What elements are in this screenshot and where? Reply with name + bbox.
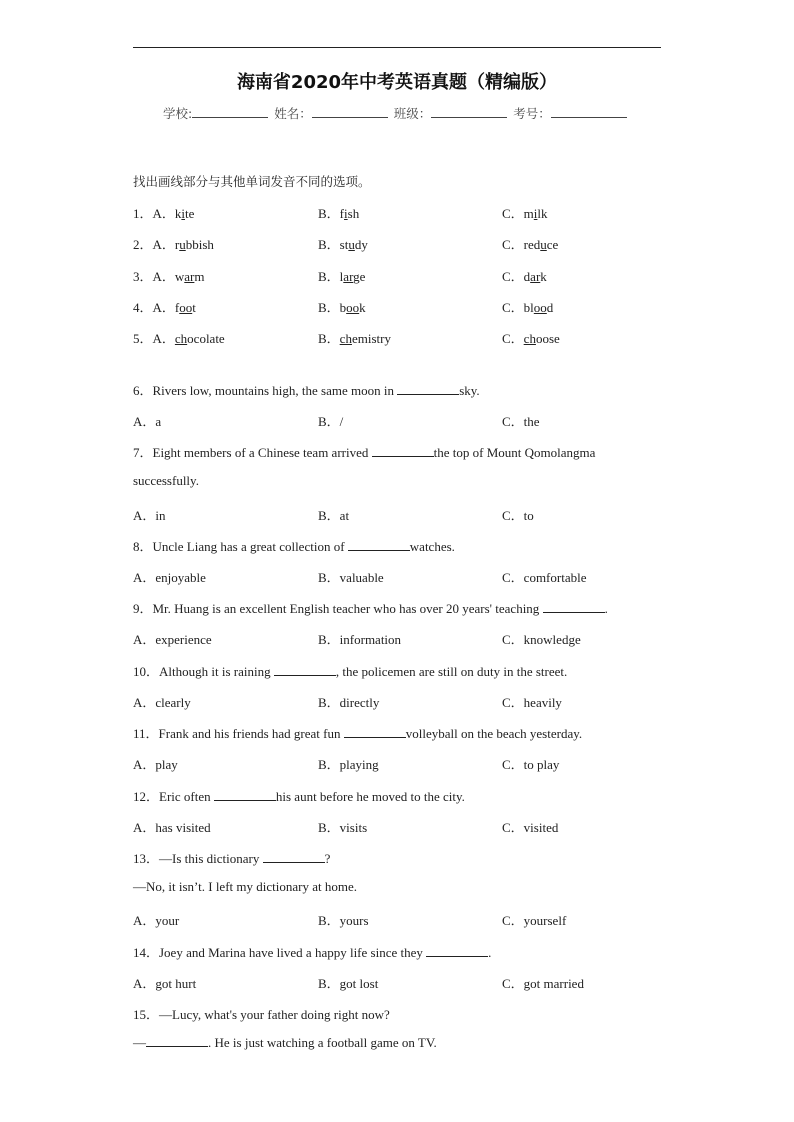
choice-option-b[interactable]: B．got lost <box>318 976 379 991</box>
school-blank[interactable] <box>192 105 268 118</box>
choice-option-b[interactable]: B．visits <box>318 820 368 835</box>
question-continuation: —No, it isn’t. I left my dictionary at home. <box>133 879 357 894</box>
choice-option-b[interactable]: B．valuable <box>318 570 384 585</box>
choice-option-c[interactable]: C．the <box>502 414 540 429</box>
answer-blank[interactable] <box>274 664 336 676</box>
underlined-sound: ar <box>343 269 354 284</box>
option-word: rubbish <box>174 237 214 252</box>
underlined-sound: ar <box>530 269 541 284</box>
instruction: 找出画线部分与其他单词发音不同的选项。 <box>133 174 371 189</box>
option-word: study <box>339 237 368 252</box>
question-continuation: successfully. <box>133 473 199 488</box>
option-word: kite <box>174 206 195 221</box>
question-stem: 15．—Lucy, what's your father doing right now? <box>133 1007 390 1022</box>
option-word: dark <box>523 269 547 284</box>
option-word: large <box>339 269 366 284</box>
underlined-sound: u <box>348 237 355 252</box>
choice-option-a[interactable]: A．clearly <box>133 695 191 710</box>
name-label: 姓名： <box>274 106 312 121</box>
answer-blank[interactable] <box>397 383 459 395</box>
question-stem: 8．Uncle Liang has a great collection of watches. <box>133 539 455 554</box>
page-title: 海南省2020年中考英语真题（精编版） <box>236 72 558 93</box>
choice-option-c[interactable]: C．comfortable <box>502 570 587 585</box>
underlined-sound: i <box>344 206 348 221</box>
choice-option-c[interactable]: C．knowledge <box>502 632 581 647</box>
choice-option-b[interactable]: B．at <box>318 508 350 523</box>
choice-option-a[interactable]: A．play <box>133 757 178 772</box>
option-word: choose <box>523 331 560 346</box>
answer-blank[interactable] <box>426 945 488 957</box>
choice-option-b[interactable]: B．directly <box>318 695 380 710</box>
phonics-option-c[interactable]: C．reduce <box>502 237 559 252</box>
choice-option-c[interactable]: C．got married <box>502 976 584 991</box>
question-stem: 12．Eric often his aunt before he moved to the city. <box>133 789 465 804</box>
choice-option-a[interactable]: A．your <box>133 913 180 928</box>
choice-option-c[interactable]: C．heavily <box>502 695 562 710</box>
question-stem: 13．—Is this dictionary ? <box>133 851 331 866</box>
underlined-sound: ch <box>339 331 352 346</box>
choice-option-c[interactable]: C．yourself <box>502 913 567 928</box>
underlined-sound: ch <box>523 331 536 346</box>
underlined-sound: ar <box>184 269 195 284</box>
choice-option-c[interactable]: C．visited <box>502 820 559 835</box>
phonics-option-a[interactable]: 2．A．rubbish <box>133 237 214 252</box>
option-word: foot <box>174 300 196 315</box>
underlined-sound: u <box>540 237 547 252</box>
option-word: blood <box>523 300 554 315</box>
choice-option-a[interactable]: A．experience <box>133 632 212 647</box>
phonics-option-a[interactable]: 3．A．warm <box>133 269 205 284</box>
phonics-option-b[interactable]: B．large <box>318 269 366 284</box>
choice-option-b[interactable]: B．yours <box>318 913 369 928</box>
phonics-option-b[interactable]: B．book <box>318 300 366 315</box>
answer-blank[interactable] <box>372 445 434 457</box>
underlined-sound: i <box>181 206 186 221</box>
choice-option-a[interactable]: A．in <box>133 508 166 523</box>
phonics-option-c[interactable]: C．milk <box>502 206 548 221</box>
underlined-sound: i <box>533 206 538 221</box>
phonics-option-b[interactable]: B．chemistry <box>318 331 391 346</box>
phonics-option-a[interactable]: 5．A．chocolate <box>133 331 225 346</box>
choice-option-b[interactable]: B．information <box>318 632 402 647</box>
school-label: 学校: <box>163 106 193 121</box>
phonics-option-b[interactable]: B．study <box>318 237 368 252</box>
question-stem: 6．Rivers low, mountains high, the same moon in sky. <box>133 383 480 398</box>
phonics-option-c[interactable]: C．blood <box>502 300 554 315</box>
underlined-sound: oo <box>346 300 360 315</box>
underlined-sound: u <box>179 237 186 252</box>
phonics-option-c[interactable]: C．dark <box>502 269 547 284</box>
phonics-option-b[interactable]: B．fish <box>318 206 360 221</box>
student-info-line <box>163 104 629 122</box>
number-label: 考号： <box>513 106 551 121</box>
option-word: reduce <box>523 237 559 252</box>
class-blank[interactable] <box>431 105 507 118</box>
question-stem: 14．Joey and Marina have lived a happy life since they . <box>133 945 492 960</box>
option-word: milk <box>523 206 548 221</box>
option-word: chocolate <box>174 331 225 346</box>
question-stem: 7．Eight members of a Chinese team arrived the top of Mount Qomolangma <box>133 445 596 460</box>
choice-option-b[interactable]: B．playing <box>318 757 379 772</box>
choice-option-a[interactable]: A．got hurt <box>133 976 197 991</box>
answer-blank[interactable] <box>348 539 410 551</box>
option-word: fish <box>339 206 360 221</box>
choice-option-a[interactable]: A．has visited <box>133 820 211 835</box>
answer-blank[interactable] <box>543 601 605 613</box>
choice-option-a[interactable]: A．a <box>133 414 162 429</box>
answer-blank[interactable] <box>344 726 406 738</box>
question-stem: 11．Frank and his friends had great fun volleyball on the beach yesterday. <box>133 726 583 741</box>
option-word: chemistry <box>339 331 391 346</box>
choice-option-b[interactable]: B．/ <box>318 414 344 429</box>
top-rule <box>133 47 661 48</box>
underlined-sound: oo <box>179 300 193 315</box>
class-label: 班级： <box>393 106 432 121</box>
phonics-option-c[interactable]: C．choose <box>502 331 560 346</box>
question-stem: 10．Although it is raining , the policemen are still on duty in the street. <box>133 664 568 679</box>
question-continuation: — . He is just watching a football game on TV. <box>133 1035 437 1050</box>
option-word: warm <box>174 269 205 284</box>
choice-option-c[interactable]: C．to <box>502 508 534 523</box>
name-blank[interactable] <box>312 105 388 118</box>
answer-blank[interactable] <box>146 1035 208 1047</box>
underlined-sound: ch <box>174 331 188 346</box>
question-stem: 9．Mr. Huang is an excellent English teacher who has over 20 years' teaching . <box>133 601 608 616</box>
number-blank[interactable] <box>551 105 627 118</box>
phonics-option-a[interactable]: 4．A．foot <box>133 300 196 315</box>
underlined-sound: oo <box>533 300 547 315</box>
phonics-option-a[interactable]: 1．A．kite <box>133 206 195 221</box>
answer-blank[interactable] <box>214 789 276 801</box>
choice-option-a[interactable]: A．enjoyable <box>133 570 206 585</box>
option-word: book <box>339 300 366 315</box>
choice-option-c[interactable]: C．to play <box>502 757 560 772</box>
answer-blank[interactable] <box>263 851 325 863</box>
